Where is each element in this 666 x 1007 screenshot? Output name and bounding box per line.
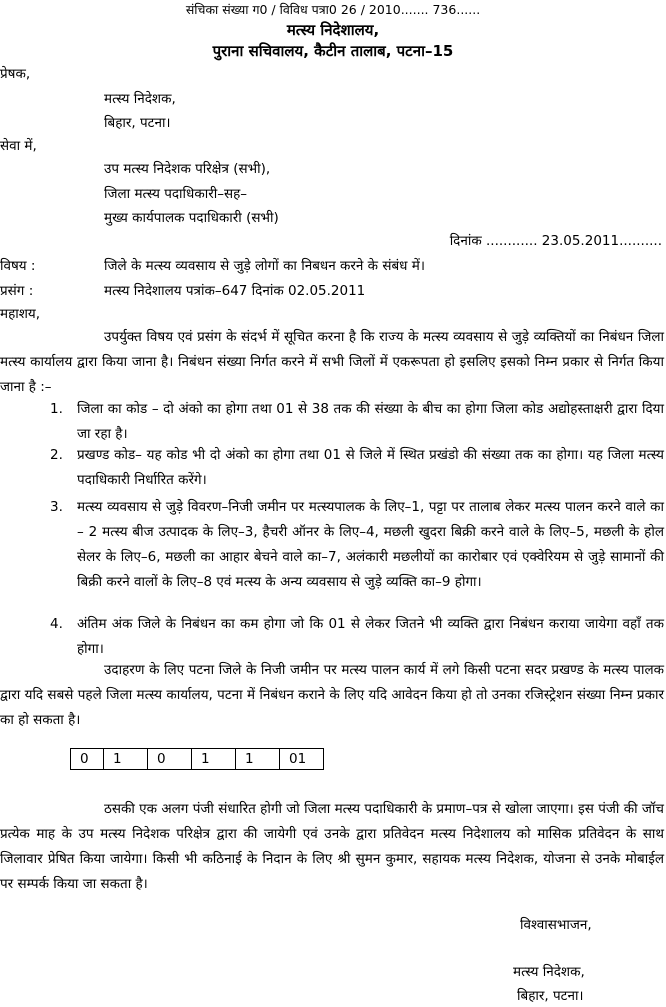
paragraph-example: उदाहरण के लिए पटना जिले के निजी जमीन पर मत्स्य पालन कार्य में लगे किसी पटना सदर प्रखण्ड के मत्स्य पालक द्वारा यदि सबसे पहले जिला मत्स्य कार्यालय, पटना में निबंधन कराने के लिए यदि आवेदन किया हो तो उनका रजिस्ट्रेशन संख्या निम्न प्रकार का हो सकता है। <box>0 662 664 728</box>
registration-number-example <box>70 748 324 770</box>
list-item-text: मत्स्य व्यवसाय से जुड़े विवरण–निजी जमीन पर मत्स्यपालक के लिए–1, पट्टा पर तालाब लेकर मत्स्य पालन करने वाले का – 2 मत्स्य बीज उत्पादक के लिए–3, हैचरी ऑनर के लिए–4, मछली खुदरा बिक्री करने वाले के लिए–5, मछली के होल सेलर के लिए–6, मछली का आहार बेचने वाले का–7, अलंकारी मछलीयों का कारोबार एवं एक्वेरियम से जुड़े सामानों की बिक्री करने वालों के लिए–8 एवं मत्स्य के अन्य व्यवसाय से जुड़े व्यक्ति का–9 होगा। <box>77 499 664 590</box>
list-item-number: 3. <box>50 499 63 515</box>
list-item-number: 2. <box>50 447 63 463</box>
sender-label: प्रेषक, <box>0 66 31 82</box>
registration-digit: 1 <box>192 749 236 770</box>
office-name: मत्स्य निदेशालय, <box>286 21 380 39</box>
signatory-place: बिहार, पटना। <box>517 988 584 1004</box>
list-item-number: 1. <box>50 401 63 417</box>
sender-place: बिहार, पटना। <box>104 115 171 131</box>
sender-designation: मत्स्य निदेशक, <box>104 91 176 107</box>
signatory-designation: मत्स्य निदेशक, <box>513 964 585 980</box>
list-item-text: जिला का कोड – दो अंको का होगा तथा 01 से 38 तक की संख्या के बीच का होगा जिला कोड अद्योहस्ताक्षरी द्वारा दिया जा रहा है। <box>77 401 664 442</box>
registration-digit: 0 <box>148 749 192 770</box>
list-item-number: 4. <box>50 616 63 632</box>
recipient-line-2: जिला मत्स्य पदाधिकारी–सह– <box>104 186 248 202</box>
subject-text: जिले के मत्स्य व्यवसाय से जुड़े लोगों का निबधन करने के संबंध में। <box>104 258 425 274</box>
salutation: महाशय, <box>0 306 41 322</box>
subject-label: विषय : <box>0 258 36 274</box>
letter-date: दिनांक ............ 23.05.2011.......... <box>449 233 662 249</box>
registration-digit: 01 <box>280 749 324 770</box>
recipient-line-1: उप मत्स्य निदेशक परिक्षेत्र (सभी), <box>104 161 271 177</box>
reference-number: संचिका संख्या ग0 / विविध पत्रा0 26 / 2010....... 736...... <box>185 2 481 17</box>
paragraph-register: ठसकी एक अलग पंजी संधारित होगी जो जिला मत्स्य पदाधिकारी के प्रमाण–पत्र से खोला जाएगा। इस पंजी की जॉच प्रत्येक माह के उप मत्स्य निदेशक परिक्षेत्र द्वारा की जायेगी एवं उनके द्वारा प्रतिवेदन मत्स्य निदेशालय को मासिक प्रतिवेदन के साथ जिलावार प्रेषित किया जायेगा। किसी भी कठिनाई के निदान के लिए श्री सुमन कुमार, सहायक मत्स्य निदेशक, योजना से उनके मोबाईल पर सम्पर्क किया जा सकता है। <box>0 801 664 892</box>
registration-digit: 0 <box>71 749 104 770</box>
office-address: पुराना सचिवालय, कैटीन तालाब, पटना–15 <box>212 42 454 60</box>
registration-digit: 1 <box>104 749 148 770</box>
list-item-text: प्रखण्ड कोड– यह कोड भी दो अंको का होगा तथा 01 से जिले में स्थित प्रखंडो की संख्या तक का होगा। यह जिला मत्स्य पदाधिकारी निर्धारित करेंगे। <box>77 447 664 488</box>
recipient-line-3: मुख्य कार्यपालक पदाधिकारी (सभी) <box>104 210 279 226</box>
paragraph-intro: उपर्युक्त विषय एवं प्रसंग के संदर्भ में सूचित करना है कि राज्य के मत्स्य व्यवसाय से जुड़े व्यक्तियों का निबंधन जिला मत्स्य कार्यालय द्वारा किया जाना है। निबंधन संख्या निर्गत करने में सभी जिलों में एकरूपता हो इसलिए इसको निम्न प्रकार से निर्गत किया जाना है :– <box>0 329 664 395</box>
list-item-text: अंतिम अंक जिले के निबंधन का कम होगा जो कि 01 से लेकर जितने भी व्यक्ति द्वारा निबंधन कराया जायेगा वहाँ तक होगा। <box>77 616 664 657</box>
context-label: प्रसंग : <box>0 283 34 299</box>
registration-digit: 1 <box>236 749 280 770</box>
recipient-label: सेवा में, <box>0 138 37 154</box>
context-text: मत्स्य निदेशालय पत्रांक–647 दिनांक 02.05.2011 <box>104 283 366 299</box>
closing: विश्वासभाजन, <box>520 917 592 933</box>
